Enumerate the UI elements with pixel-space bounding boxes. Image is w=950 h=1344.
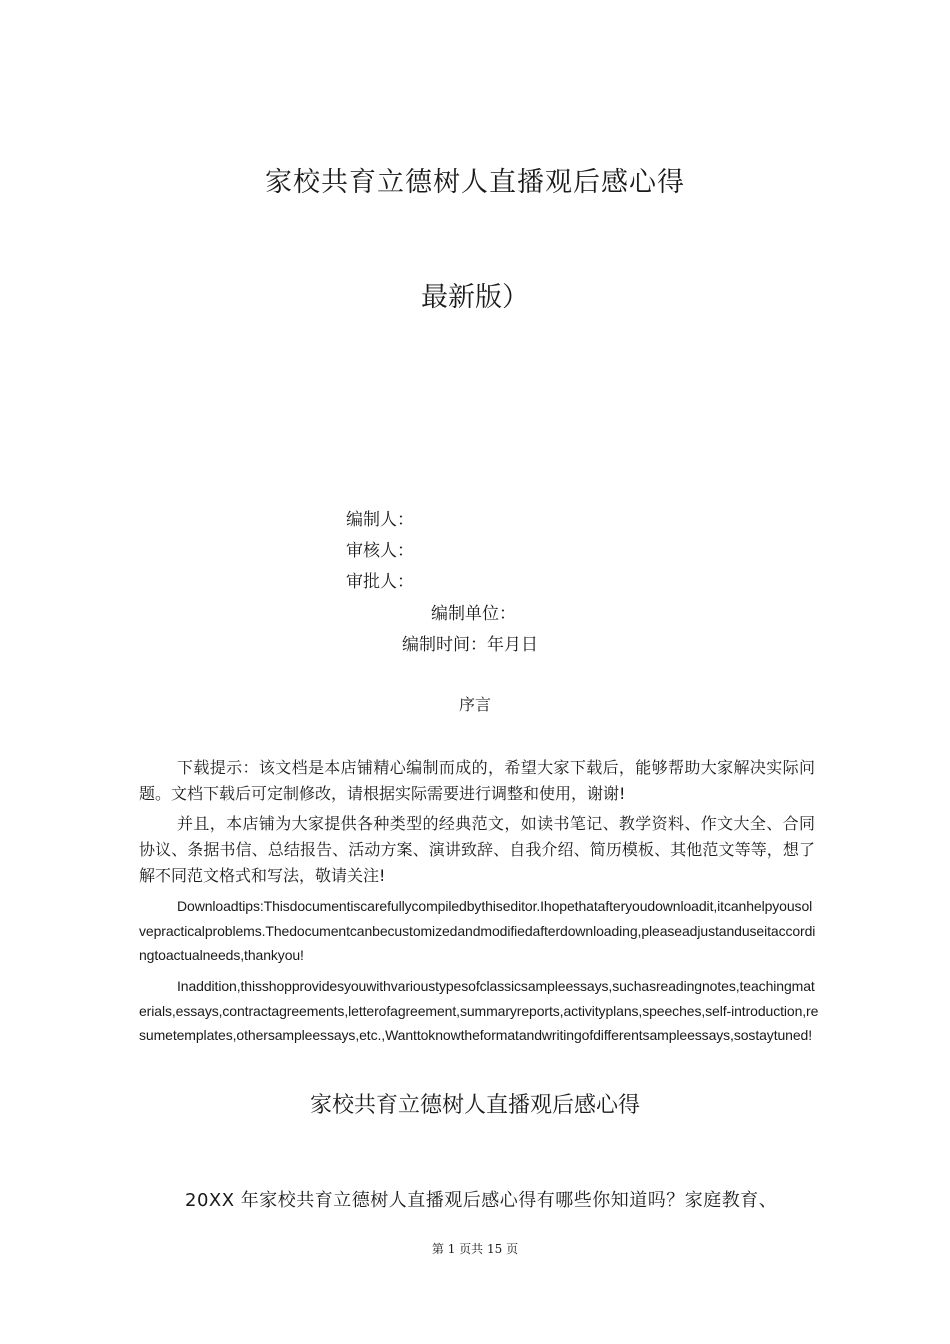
document-title: 家校共育立德树人直播观后感心得 xyxy=(265,167,685,198)
meta-unit: 编制单位： xyxy=(431,604,516,624)
download-tip-en: Downloadtips:Thisdocumentiscarefullycompiledbythiseditor.Ihopethatafteryoudownloadit,itcanhelpyousolvepracticalproblems.Thedocumentcanbecustomizedandmodifiedafterdownloading,pleaseadjustanduseitaccordingtoactualneeds,thankyou! xyxy=(139,898,816,963)
page-footer: 第 1 页共 15 页 xyxy=(431,1242,519,1256)
download-tip-cn: 下载提示：该文档是本店铺精心编制而成的，希望大家下载后，能够帮助大家解决实际问题。文档下载后可定制修改，请根据实际需要进行调整和使用，谢谢! xyxy=(139,758,815,803)
document-subtitle: 最新版） xyxy=(421,282,529,313)
body-first-line: 20XX 年家校共育立德树人直播观后感心得有哪些你知道吗？家庭教育、 xyxy=(185,1190,778,1211)
preface-heading: 序言 xyxy=(458,695,491,714)
meta-editor: 编制人： xyxy=(346,510,414,530)
shop-intro-cn: 并且，本店铺为大家提供各种类型的经典范文，如读书笔记、教学资料、作文大全、合同协议、条据书信、总结报告、活动方案、演讲致辞、自我介绍、简历模板、其他范文等等，想了解不同范文格式和写法，敬请关注! xyxy=(139,814,815,885)
meta-time: 编制时间：年月日 xyxy=(402,635,538,655)
meta-reviewer: 审核人： xyxy=(346,541,414,561)
section-title: 家校共育立德树人直播观后感心得 xyxy=(309,1093,640,1118)
shop-intro-en: Inaddition,thisshopprovidesyouwithvarioustypesofclassicsampleessays,suchasreadingnotes,teachingmaterials,essays,contractagreements,letterofagreement,summaryreports,activityplans,speeches,self-introduction,resumetemplates,othersampleessays,etc.,Wanttoknowtheformatandwritingofdifferentsampleessays,sostaytuned! xyxy=(139,978,819,1043)
meta-approver: 审批人： xyxy=(346,572,414,592)
